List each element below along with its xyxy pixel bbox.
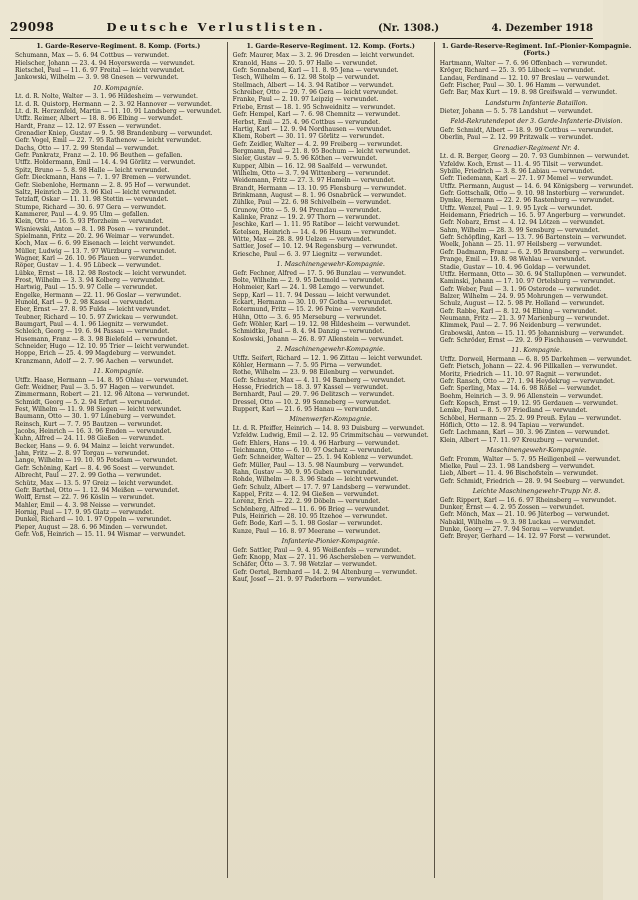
casualty-entry: Gefr. Schneider, Walter — 25. 1. 94 Koblenz — verwundet. xyxy=(232,454,413,462)
casualty-entry: Ketelsen, Heinrich — 14. 4. 96 Husum — verwundet. xyxy=(232,228,397,236)
casualty-entry: Gefr. Schmidt, Friedrich — 28. 9. 94 Seeburg — verwundet. xyxy=(439,477,625,485)
casualty-entry: Gefr. Ehlers, Hans — 19. 4. 96 Harburg — verwundet. xyxy=(232,439,400,447)
page-number: 29098 xyxy=(10,20,55,34)
casualty-entry: Vzfeldw. Ludwig, Emil — 2. 12. 95 Crimmitschau — verwundet. xyxy=(232,432,429,440)
casualty-entry: Dunkel, Richard — 10. 1. 97 Oppeln — verwundet. xyxy=(15,516,172,524)
casualty-entry: Woelk, Johann — 25. 11. 97 Heilsberg — verwundet. xyxy=(439,241,602,249)
casualty-entry: Schneider, Hugo — 12. 10. 95 Trier — leicht verwundet. xyxy=(15,343,189,351)
casualty-entry: Stellmach, Albert — 14. 3. 94 Ratibor — verwundet. xyxy=(232,81,394,89)
casualty-entry: Rohde, Wilhelm — 8. 3. 96 Stade — leicht verwundet. xyxy=(232,476,399,484)
casualty-entry: Gefr. Schöpfling, Karl — 13. 7. 96 Bartenstein — verwundet. xyxy=(439,234,627,242)
casualty-entry: Hartwig, Paul — 15. 9. 97 Celle — verwundet. xyxy=(15,284,158,292)
casualty-entry: Jahn, Fritz — 2. 8. 97 Torgau — verwundet. xyxy=(15,450,150,458)
casualty-entry: Kammerer, Paul — 4. 9. 95 Ulm — gefallen. xyxy=(15,210,150,218)
casualty-entry: Utffz. Reimer, Albert — 18. 8. 96 Elbing — verwundet. xyxy=(15,115,183,123)
casualty-entry: Gefr. Pankratz, Franz — 2. 10. 96 Beuthen — gefallen. xyxy=(15,152,183,160)
casualty-entry: Mahler, Emil — 4. 3. 98 Neisse — verwundet. xyxy=(15,501,156,509)
unit-heading: 1. Garde-Reserve-Regiment. 12. Komp. (Forts.) xyxy=(246,42,415,50)
casualty-entry: Schäfer, Otto — 3. 7. 98 Wetzlar — verwundet. xyxy=(232,561,377,569)
casualty-entry: Schmidtke, Paul — 8. 4. 94 Danzig — verwundet. xyxy=(232,328,385,336)
casualty-entry: Klein, Albert — 17. 11. 97 Kreuzburg — verwundet. xyxy=(439,436,600,444)
casualty-entry: Schulz, August — 12. 5. 98 Pr. Holland — verwundet. xyxy=(439,300,605,308)
unit-heading: 1. Garde-Reserve-Regiment. 8. Komp. (Forts.) xyxy=(36,42,201,50)
publication-title: Deutsche Verlustlisten. xyxy=(106,20,326,34)
casualty-entry: Gefr. Kopsch, Ernst — 19. 12. 95 Gerdauen — verwundet. xyxy=(439,399,618,407)
casualty-entry: Rothe, Wilhelm — 23. 9. 98 Eilenburg — verwundet. xyxy=(232,369,395,377)
column-2 xyxy=(228,42,435,878)
casualty-entry: Lemke, Paul — 8. 5. 97 Friedland — verwundet. xyxy=(439,407,588,415)
casualty-entry: Sieler, Gustav — 9. 5. 96 Köthen — verwundet. xyxy=(232,155,378,163)
casualty-entry: Utffz. Dorweil, Hermann — 6. 8. 95 Darkehmen — verwundet. xyxy=(439,355,632,363)
casualty-entry: Gefr. Schmidt, Albert — 18. 9. 99 Cottbus — verwundet. xyxy=(439,127,614,135)
casualty-entry: Gefr. Voß, Heinrich — 15. 11. 94 Wismar — verwundet. xyxy=(15,530,186,538)
casualty-entry: Sybille, Friedrich — 3. 8. 96 Labiau — verwundet. xyxy=(439,168,595,176)
casualty-entry: Sepp, Karl — 11. 7. 94 Dessau — leicht verwundet. xyxy=(232,291,391,299)
casualty-entry: Kaminski, Johann — 17. 10. 97 Ortelsburg — verwundet. xyxy=(439,278,616,286)
casualty-entry: Gefr. Oertel, Bernhard — 14. 2. 94 Altenburg — verwundet. xyxy=(232,568,418,576)
casualty-entry: Gefr. Knopp, Max — 27. 11. 96 Aschersleben — verwundet. xyxy=(232,554,416,562)
casualty-entry: Gefr. Schröder, Ernst — 29. 2. 99 Fischhausen — verwundet. xyxy=(439,336,628,344)
column-1 xyxy=(10,42,228,878)
casualty-entry: Wagner, Karl — 26. 10. 96 Plauen — verwundet. xyxy=(15,254,164,262)
casualty-entry: Heidemann, Friedrich — 16. 5. 97 Angerburg — verwundet. xyxy=(439,212,626,220)
issue-date: 4. Dezember 1918 xyxy=(491,23,593,34)
casualty-entry: Röper, Gustav — 1. 4. 95 Lübeck — verwundet. xyxy=(15,262,161,270)
casualty-entry: Koch, Max — 6. 6. 99 Eisenach — leicht verwundet. xyxy=(15,240,175,248)
casualty-entry: Prange, Emil — 19. 8. 98 Wehlau — verwundet. xyxy=(439,256,587,264)
casualty-entry: Puls, Heinrich — 28. 10. 95 Itzehoe — verwundet. xyxy=(232,513,388,521)
casualty-entry: Lt. d. R. Nolte, Walter — 3. 1. 96 Hildesheim — verwundet. xyxy=(15,93,198,101)
casualty-entry: Schönberg, Alfred — 11. 6. 96 Brieg — verwundet. xyxy=(232,505,390,513)
casualty-entry: Friebe, Ernst — 18. 1. 95 Schweidnitz — verwundet. xyxy=(232,103,396,111)
casualty-entry: Dunker, Ernst — 4. 2. 95 Zossen — verwundet. xyxy=(439,503,585,511)
casualty-entry: Tesch, Wilhelm — 6. 12. 98 Stolp — verwundet. xyxy=(232,74,380,82)
casualty-entry: Lübke, Ernst — 18. 12. 98 Rostock — leicht verwundet. xyxy=(15,269,187,277)
casualty-entry: Gefr. Pietsch, Johann — 22. 4. 96 Pillkallen — verwundet. xyxy=(439,363,618,371)
unit-heading: Grenadier-Regiment Nr. 4. xyxy=(493,143,580,152)
unit-heading: 1. Maschinengewehr-Kompagnie. xyxy=(276,260,385,269)
casualty-entry: Utffz. Hermann, Otto — 30. 6. 94 Stallupönen — verwundet. xyxy=(439,270,627,278)
casualty-entry: Gefr. Siebenlohe, Hermann — 2. 8. 95 Hof — verwundet. xyxy=(15,181,191,189)
casualty-entry: Klein, Otto — 16. 5. 93 Pforzheim — verwundet. xyxy=(15,218,164,226)
casualty-entry: Engelke, Hermann — 22. 11. 96 Goslar — verwundet. xyxy=(15,291,182,299)
casualty-entry: Gefr. Schulz, Albert — 17. 7. 97 Landsberg — verwundet. xyxy=(232,483,411,491)
casualty-entry: Ruppert, Karl — 21. 6. 95 Hanau — verwundet. xyxy=(232,406,380,414)
casualty-entry: Kupper, Albin — 16. 12. 98 Saalfeld — verwundet. xyxy=(232,162,388,170)
casualty-entry: Utffz. Seifert, Richard — 12. 1. 96 Zittau — leicht verwundet. xyxy=(232,354,423,362)
casualty-entry: Gefr. Tiedemann, Karl — 27. 1. 97 Memel — verwundet. xyxy=(439,175,613,183)
casualty-entry: Kröger, Richard — 25. 3. 95 Lübeck — verwundet. xyxy=(439,67,596,75)
casualty-entry: Gefr. Rabbe, Karl — 8. 12. 94 Elbing — verwundet. xyxy=(439,307,598,315)
unit-heading: 11. Kompagnie. xyxy=(92,367,144,376)
casualty-entry: Gefr. Sattler, Paul — 9. 4. 95 Weißenfels — verwundet. xyxy=(232,546,402,554)
casualty-entry: Müller, Ludwig — 13. 7. 97 Würzburg — verwundet. xyxy=(15,247,177,255)
issue-number: (Nr. 1308.) xyxy=(377,23,440,34)
casualty-entry: Zühlke, Paul — 22. 6. 98 Schivelbein — verwundet. xyxy=(232,199,391,207)
casualty-entry: Boehm, Heinrich — 3. 9. 96 Allenstein — verwundet. xyxy=(439,392,603,400)
casualty-entry: Frost, Wilhelm — 3. 3. 94 Kolberg — verwundet. xyxy=(15,276,165,284)
casualty-entry: Rietschel, Paul — 11. 6. 97 Freital — leicht verwundet. xyxy=(15,67,185,75)
casualty-entry: Gefr. Fromm, Walter — 5. 7. 95 Heiligenbeil — verwundet. xyxy=(439,455,621,463)
casualty-entry: Koslowski, Johann — 26. 8. 97 Allenstein — verwundet. xyxy=(232,335,404,343)
casualty-entry: Kalinke, Franz — 19. 2. 97 Thorn — verwundet. xyxy=(232,213,381,221)
casualty-entry: Landau, Ferdinand — 12. 10. 97 Breslau — verwundet. xyxy=(439,74,610,82)
casualty-entry: Gefr. Barthel, Otto — 1. 12. 94 Meißen — verwundet. xyxy=(15,486,180,494)
casualty-entry: Herbst, Emil — 25. 4. 96 Cottbus — verwundet. xyxy=(232,118,381,126)
casualty-entry: Albrecht, Paul — 27. 2. 99 Gotha — verwundet. xyxy=(15,472,162,480)
casualty-entry: Gefr. Fischer, Paul — 30. 1. 96 Hamm — verwundet. xyxy=(439,81,601,89)
unit-heading: 10. Kompagnie. xyxy=(92,83,144,92)
casualty-entry: Schleich, Georg — 19. 6. 94 Passau — verwundet. xyxy=(15,328,170,336)
casualty-entry: Gefr. Breyer, Gerhard — 14. 12. 97 Forst — verwundet. xyxy=(439,533,611,541)
casualty-entry: Hornig, Paul — 17. 9. 95 Glatz — verwundet. xyxy=(15,508,154,516)
casualty-entry: Hesse, Friedrich — 18. 3. 97 Kassel — verwundet. xyxy=(232,384,389,392)
casualty-entry: Bergmann, Paul — 21. 8. 95 Bochum — leicht verwundet. xyxy=(232,147,411,155)
casualty-entry: Spielmann, Fritz — 20. 2. 96 Weimar — verwundet. xyxy=(15,232,175,240)
casualty-entry: Lt. d. R. Quistorp, Hermann — 2. 3. 92 Hannover — verwundet. xyxy=(15,100,212,108)
unit-heading: 1. Garde-Reserve-Regiment. Inf.-Pionier-Kompagnie. (Forts.) xyxy=(441,42,632,58)
casualty-entry: Husemann, Franz — 8. 3. 98 Bielefeld — verwundet. xyxy=(15,335,178,343)
casualty-entry: Teubner, Richard — 10. 5. 97 Zwickau — verwundet. xyxy=(15,313,178,321)
casualty-entry: Schreiber, Otto — 29. 7. 96 Gera — leicht verwundet. xyxy=(232,89,398,97)
casualty-entry: Höflich, Otto — 12. 8. 94 Tapiau — verwundet. xyxy=(439,421,585,429)
casualty-entry: Mielke, Paul — 23. 1. 98 Landsberg — verwundet. xyxy=(439,462,595,470)
casualty-entry: Wilhelm, Otto — 3. 7. 94 Wittenberg — verwundet. xyxy=(232,169,391,177)
casualty-entry: Gefr. Weber, Paul — 3. 1. 96 Osterode — verwundet. xyxy=(439,285,602,293)
casualty-entry: Dressel, Otto — 10. 2. 99 Sonneberg — verwundet. xyxy=(232,398,391,406)
casualty-entry: Gefr. Sperling, Max — 14. 6. 98 Rößel — verwundet. xyxy=(439,385,602,393)
casualty-entry: Gefr. Müller, Paul — 13. 5. 98 Naumburg — verwundet. xyxy=(232,461,404,469)
casualty-entry: Hohmeier, Karl — 24. 1. 98 Lemgo — verwundet. xyxy=(232,284,385,292)
casualty-entry: Köhler, Hermann — 7. 5. 95 Pirna — verwundet. xyxy=(232,362,382,369)
casualty-entry: Baumann, Otto — 30. 1. 97 Lüneburg — verwundet. xyxy=(15,413,176,421)
column-3 xyxy=(435,42,638,878)
casualty-entry: Sahm, Wilhelm — 28. 3. 99 Sensburg — verwundet. xyxy=(439,226,600,234)
casualty-entry: Lorenz, Erich — 22. 2. 99 Döbeln — verwundet. xyxy=(232,498,381,506)
casualty-entry: Gefr. Gottschalk, Otto — 9. 10. 98 Insterburg — verwundet. xyxy=(439,190,625,198)
casualty-entry: Utffz. Holdermann, Emil — 14. 4. 94 Görlitz — verwundet. xyxy=(15,159,196,167)
casualty-entry: Balzer, Wilhelm — 24. 9. 95 Mohrungen — verwundet. xyxy=(439,292,608,300)
unit-heading: Minenwerfer-Kompagnie. xyxy=(289,415,373,424)
casualty-entry: Eber, Ernst — 27. 8. 95 Fulda — leicht verwundet. xyxy=(15,306,171,314)
casualty-entry: Reinsch, Kurt — 7. 7. 95 Bautzen — verwundet. xyxy=(15,420,163,428)
casualty-entry: Witte, Max — 28. 8. 99 Uelzen — verwundet. xyxy=(232,236,372,243)
casualty-entry: Hartig, Karl — 12. 9. 94 Nordhausen — verwundet. xyxy=(232,125,392,133)
casualty-entry: Schmidt, Georg — 5. 2. 94 Erfurt — verwundet. xyxy=(15,398,163,406)
casualty-entry: Rahn, Gustav — 30. 9. 95 Guben — verwundet. xyxy=(232,469,379,477)
casualty-entry: Pieper, August — 28. 6. 96 Minden — verwundet. xyxy=(15,523,168,531)
unit-heading: Leichte Maschinengewehr-Trupp Nr. 8. xyxy=(472,486,601,495)
casualty-entry: Vzfeldw. Koch, Ernst — 11. 4. 95 Tilsit — verwundet. xyxy=(439,160,603,168)
casualty-entry: Nabakil, Wilhelm — 9. 3. 98 Luckau — verwundet. xyxy=(439,518,596,526)
casualty-entry: Gefr. Sonnabend, Karl — 11. 8. 95 Jena — verwundet. xyxy=(232,67,399,75)
casualty-entry: Gefr. Schuster, Max — 4. 11. 94 Bamberg — verwundet. xyxy=(232,376,406,384)
casualty-entry: Wisniewski, Anton — 8. 1. 98 Posen — verwundet. xyxy=(15,225,171,233)
casualty-entry: Spitz, Bruno — 5. 8. 98 Halle — leicht verwundet. xyxy=(15,166,170,174)
casualty-entry: Tetzlaff, Oskar — 11. 11. 98 Stettin — verwundet. xyxy=(15,196,169,204)
casualty-entry: Grenadier Kniep, Gustav — 9. 5. 98 Brandenburg — verwundet. xyxy=(15,130,213,138)
casualty-entry: Moritz, Friedrich — 11. 10. 97 Ragnit — verwundet. xyxy=(439,370,602,378)
casualty-entry: Rotermund, Fritz — 15. 2. 96 Peine — verwundet. xyxy=(232,306,387,314)
casualty-entry: Bolte, Wilhelm — 2. 9. 95 Detmold — verwundet. xyxy=(232,276,385,284)
casualty-entry: Hartmann, Walter — 7. 6. 96 Offenbach — verwundet. xyxy=(439,59,608,67)
casualty-entry: Grunow, Otto — 5. 9. 94 Prenzlau — verwundet. xyxy=(232,206,382,214)
unit-heading: Feld-Rekrutendepot der 3. Garde-Infanterie-Division. xyxy=(450,117,623,126)
casualty-entry: Lt. d. R. Berger, Georg — 20. 7. 93 Gumbinnen — verwundet. xyxy=(439,153,630,161)
casualty-entry: Lt. d. R. Pfeiffer, Heinrich — 14. 8. 93 Duisburg — verwundet. xyxy=(232,425,425,432)
casualty-entry: Sattler, Josef — 10. 12. 94 Regensburg — verwundet. xyxy=(232,243,398,251)
casualty-entry: Gefr. Lachmann, Karl — 30. 3. 96 Zinten — verwundet. xyxy=(439,429,610,437)
casualty-entry: Lt. d. R. Herzenfeld, Martin — 11. 10. 91 Landsberg — verwundet. xyxy=(15,108,222,116)
casualty-entry: Kuhn, Alfred — 24. 11. 98 Gießen — verwundet. xyxy=(15,435,164,443)
casualty-entry: Utffz. Wenzel, Paul — 1. 9. 95 Lyck — verwundet. xyxy=(439,204,593,212)
casualty-entry: Schütz, Max — 13. 5. 97 Greiz — leicht verwundet. xyxy=(15,479,173,487)
casualty-entry: Lange, Wilhelm — 19. 10. 95 Potsdam — verwundet. xyxy=(15,457,178,465)
casualty-entry: Gefr. Bar, Max Kurt — 19. 8. 98 Greifswald — verwundet. xyxy=(439,89,618,97)
casualty-entry: Hoppe, Erich — 25. 4. 99 Magdeburg — verwundet. xyxy=(15,350,176,358)
unit-heading: Maschinengewehr-Kompagnie. xyxy=(486,446,587,454)
casualty-entry: Oberlin, Paul — 2. 12. 99 Pritzwalk — verwundet. xyxy=(439,134,594,142)
casualty-entry: Franke, Paul — 2. 10. 97 Leipzig — verwundet. xyxy=(232,96,379,104)
casualty-entry: Gefr. Fechner, Alfred — 17. 5. 96 Bunzlau — verwundet. xyxy=(232,269,406,277)
casualty-columns xyxy=(10,42,634,878)
unit-heading: 11. Kompagnie. xyxy=(511,346,562,355)
casualty-entry: Utffz. Piermann, August — 14. 6. 94 Königsberg — verwundet. xyxy=(439,182,634,190)
casualty-entry: Zimmermann, Robert — 21. 12. 96 Altona — verwundet. xyxy=(15,391,190,399)
casualty-entry: Gefr. Rippert, Karl — 16. 6. 97 Rheinsberg — verwundet. xyxy=(439,496,617,504)
casualty-entry: Kranzmann, Adolf — 2. 7. 96 Aachen — verwundet. xyxy=(15,357,174,365)
casualty-entry: Bernhardt, Paul — 29. 7. 96 Delitzsch — verwundet. xyxy=(232,391,395,399)
page-header xyxy=(10,20,593,39)
casualty-entry: Gefr. Vogel, Emil — 22. 7. 95 Rathenow — leicht verwundet. xyxy=(15,137,202,145)
casualty-entry: Gefr. Bode, Karl — 5. 1. 98 Goslar — verwundet. xyxy=(232,520,383,528)
casualty-entry: Gefr. Weidner, Paul — 3. 5. 97 Hagen — verwundet. xyxy=(15,384,175,392)
casualty-entry: Hielscher, Johann — 23. 4. 94 Hoyerswerda — verwundet. xyxy=(15,59,195,67)
casualty-entry: Dieter, Johann — 5. 5. 78 Landshut — verwundet. xyxy=(439,108,593,116)
casualty-entry: Gefr. Zeidler, Walter — 4. 2. 99 Freiberg — verwundet. xyxy=(232,140,403,148)
casualty-entry: Gefr. Nobarz, Ernst — 4. 12. 94 Lötzen — verwundet. xyxy=(439,219,605,227)
casualty-entry: Neumann, Fritz — 21. 3. 97 Marienburg — verwundet. xyxy=(439,314,610,322)
casualty-entry: Schumann, Max — 5. 6. 94 Cottbus — verwundet. xyxy=(15,52,170,60)
casualty-entry: Dunke, Georg — 27. 7. 94 Sorau — verwundet. xyxy=(439,525,585,533)
casualty-entry: Kriesche, Paul — 6. 3. 97 Liegnitz — verwundet. xyxy=(232,250,383,258)
casualty-entry: Weidemann, Fritz — 27. 3. 97 Hameln — verwundet. xyxy=(232,177,396,185)
casualty-entry: Saltz, Heinrich — 29. 3. 96 Kiel — leicht verwundet. xyxy=(15,188,177,196)
casualty-entry: Stumpe, Richard — 30. 6. 97 Gera — verwundet. xyxy=(15,203,166,211)
casualty-entry: Lieb, Albert — 11. 4. 96 Bischofstein — verwundet. xyxy=(439,470,599,478)
casualty-entry: Jacobs, Heinrich — 16. 3. 96 Emden — verwundet. xyxy=(15,428,172,436)
casualty-entry: Gefr. Dieckmann, Hans — 7. 1. 97 Bremen — verwundet. xyxy=(15,174,191,182)
casualty-entry: Hunold, Karl — 9. 2. 98 Kassel — verwundet. xyxy=(15,299,155,306)
casualty-entry: Eckart, Hermann — 30. 10. 97 Gotha — verwundet. xyxy=(232,299,393,306)
casualty-entry: Stadie, Gustav — 10. 4. 96 Goldap — verwundet. xyxy=(439,263,591,271)
casualty-entry: Gefr. Ransch, Otto — 27. 1. 94 Heydekrug — verwundet. xyxy=(439,377,615,385)
casualty-entry: Hardt, Franz — 12. 12. 97 Essen — verwundet. xyxy=(15,122,162,130)
casualty-entry: Dymke, Hermann — 22. 2. 96 Rastenburg — verwundet. xyxy=(439,197,615,205)
casualty-entry: Utffz. Haase, Hermann — 14. 8. 95 Ohlau — verwundet. xyxy=(15,376,189,384)
casualty-entry: Schöbel, Hermann — 25. 2. 99 Preuß. Eylau — verwundet. xyxy=(439,414,622,422)
unit-heading: 2. Maschinengewehr-Kompagnie. xyxy=(276,345,385,354)
casualty-entry: Gefr. Mönch, Max — 21. 10. 96 Jüterbog — verwundet. xyxy=(439,511,610,519)
casualty-entry: Teichmann, Otto — 6. 10. 97 Oschatz — verwundet. xyxy=(232,447,393,455)
casualty-entry: Jankowski, Wilhelm — 3. 9. 98 Gnesen — verwundet. xyxy=(15,74,179,82)
casualty-entry: Kauf, Josef — 21. 9. 97 Paderborn — verwundet. xyxy=(232,576,382,584)
unit-heading: Infanterie-Pionier-Kompagnie. xyxy=(281,537,380,546)
casualty-entry: Gefr. Dadmann, Franz — 6. 2. 95 Braunsberg — verwundet. xyxy=(439,248,625,256)
casualty-entry: Grabowski, Anton — 15. 11. 95 Johannisburg — verwundet. xyxy=(439,329,624,337)
casualty-entry: Gefr. Hempel, Karl — 7. 6. 98 Chemnitz — verwundet. xyxy=(232,111,401,119)
casualty-entry: Dachs, Otto — 17. 2. 99 Stendal — verwundet. xyxy=(15,144,159,152)
casualty-entry: Baumgart, Paul — 4. 1. 96 Liegnitz — verwundet. xyxy=(15,321,169,329)
casualty-entry: Gefr. Schöning, Karl — 8. 4. 96 Soest — verwundet. xyxy=(15,464,175,472)
casualty-entry: Hühn, Otto — 3. 6. 95 Merseburg — verwundet. xyxy=(232,313,382,321)
casualty-entry: Kranold, Hans — 20. 5. 97 Halle — verwundet. xyxy=(232,59,378,67)
casualty-entry: Becker, Hans — 9. 6. 94 Mainz — leicht verwundet. xyxy=(15,442,175,450)
casualty-entry: Wolff, Ernst — 22. 7. 96 Köslin — verwundet. xyxy=(15,494,155,502)
casualty-entry: Gefr. Wöhler, Karl — 19. 12. 98 Hildesheim — verwundet. xyxy=(232,321,411,329)
casualty-entry: Gefr. Maurer, Max — 3. 2. 96 Dresden — leicht verwundet. xyxy=(232,52,415,60)
casualty-entry: Jeschke, Karl — 1. 11. 95 Ratibor — leicht verwundet. xyxy=(232,221,400,229)
casualty-entry: Kliem, Robert — 30. 11. 97 Görlitz — verwundet. xyxy=(232,133,385,141)
casualty-entry: Fest, Wilhelm — 11. 9. 98 Siegen — leicht verwundet. xyxy=(15,406,182,414)
unit-heading: Landsturm Infanterie Bataillon. xyxy=(485,98,588,107)
casualty-entry: Kappel, Fritz — 4. 12. 94 Gießen — verwundet. xyxy=(232,491,379,499)
casualty-entry: Brinkmann, August — 8. 1. 96 Osnabrück — verwundet. xyxy=(232,191,407,199)
casualty-entry: Brandt, Hermann — 13. 10. 95 Flensburg — verwundet. xyxy=(232,184,407,192)
casualty-entry: Kunze, Paul — 16. 8. 97 Meerane — verwundet. xyxy=(232,527,381,535)
casualty-entry: Klimmek, Paul — 2. 7. 96 Neidenburg — verwundet. xyxy=(439,322,602,330)
